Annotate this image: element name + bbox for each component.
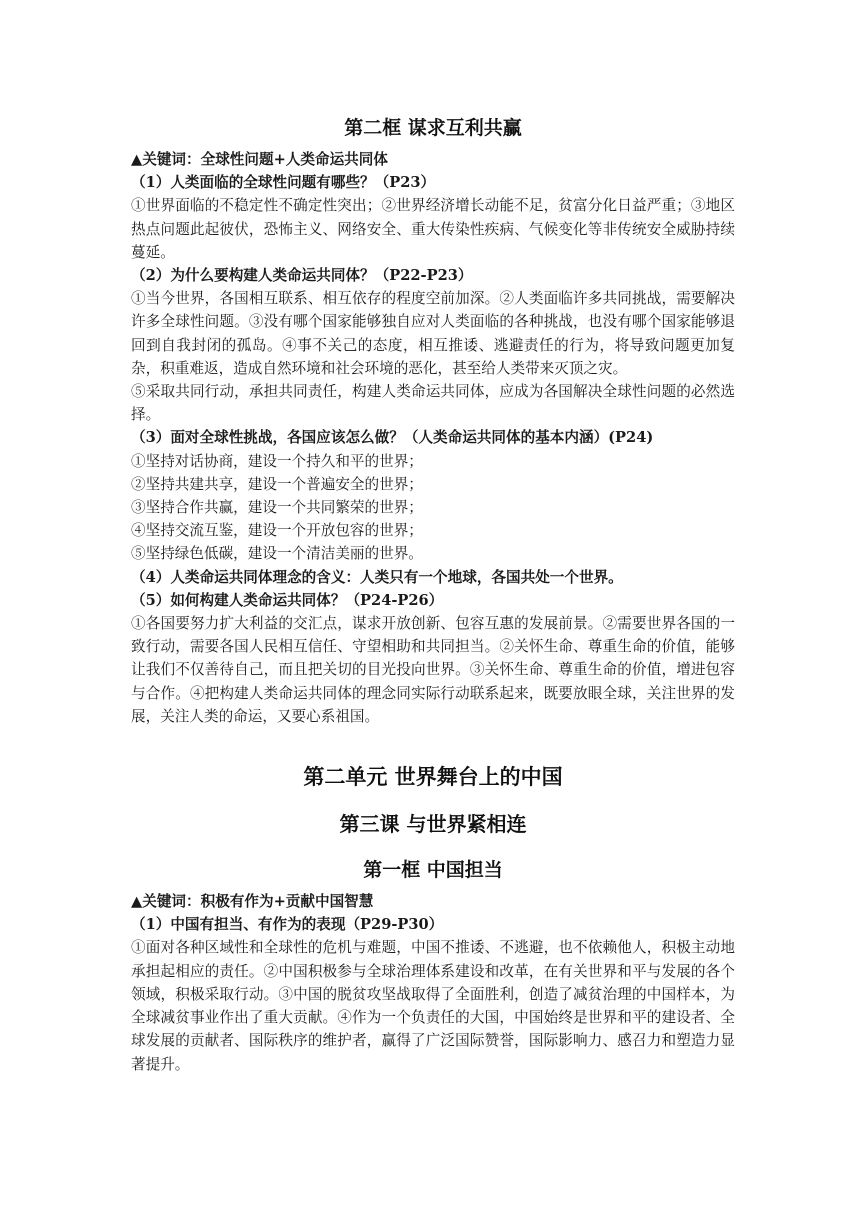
question-5: （5）如何构建人类命运共同体？（P24-P26） — [131, 591, 444, 609]
keyword-line: ▲关键词：全球性问题+人类命运共同体 — [131, 151, 388, 168]
question-3: （3）面对全球性挑战，各国应该怎么做？（人类命运共同体的基本内涵）(P24) — [131, 429, 654, 447]
answer-2-part-1: ①当今世界，各国相互联系、相互依存的程度空前加深。②人类面临许多共同挑战，需要解决许多全球性问题。③没有哪个国家能够独自应对人类面临的各种挑战，也没有哪个国家能够退回到自我封闭的孤岛。④事不关己的态度，相互推诿、逃避责任的行为，将导致问题更加复杂，积重难返，造成自然环境和社会环境的恶化，甚至给人类带来灭顶之灾。 — [131, 290, 735, 377]
answer-5: ①各国要努力扩大利益的交汇点，谋求开放创新、包容互惠的发展前景。②需要世界各国的一致行动，需要各国人民相互信任、守望相助和共同担当。②关怀生命、尊重生命的价值，能够让我们不仅善待自己，而且把关切的目光投向世界。③关怀生命、尊重生命的价值，增进包容与合作。④把构建人类命运共同体的理念同实际行动联系起来，既要放眼全球，关注世界的发展，关注人类的命运，又要心系祖国。 — [131, 615, 735, 725]
spacer — [131, 728, 735, 756]
keyword-line-2: ▲关键词：积极有作为+贡献中国智慧 — [131, 893, 374, 911]
answer-3-item-1: ①坚持对话协商，建设一个持久和平的世界； — [131, 452, 423, 470]
question-1: （1）人类面临的全球性问题有哪些？（P23） — [131, 174, 436, 192]
answer-3-item-5: ⑤坚持绿色低碳，建设一个清洁美丽的世界。 — [131, 545, 423, 563]
section-title: 第二框 谋求互利共赢 — [344, 117, 522, 139]
lesson-title: 第三课 与世界紧相连 — [339, 812, 527, 837]
unit-title: 第二单元 世界舞台上的中国 — [303, 765, 563, 790]
frame-title: 第一框 中国担当 — [363, 859, 503, 882]
question-4: （4）人类命运共同体理念的含义：人类只有一个地球，各国共处一个世界。 — [131, 568, 623, 586]
answer-2-part-2: ⑤采取共同行动，承担共同责任，构建人类命运共同体，应成为各国解决全球性问题的必然选择。 — [131, 383, 735, 424]
unit2-answer-1: ①面对各种区域性和全球性的危机与难题，中国不推诿、不逃避，也不依赖他人，积极主动地承担起相应的责任。②中国积极参与全球治理体系建设和改革，在有关世界和平与发展的各个领域，积极采取行动。③中国的脱贫攻坚战取得了全面胜利，创造了减贫治理的中国样本，为全球减贫事业作出了重大贡献。④作为一个负责任的大国，中国始终是世界和平的建设者、全球发展的贡献者、国际秩序的维护者，赢得了广泛国际赞誉，国际影响力、感召力和塑造力显著提升。 — [131, 939, 735, 1073]
document-page — [131, 108, 735, 1076]
answer-3-item-2: ②坚持共建共享，建设一个普遍安全的世界； — [131, 475, 423, 493]
question-2: （2）为什么要构建人类命运共同体？（P22-P23） — [131, 267, 473, 285]
answer-3-item-3: ③坚持合作共赢，建设一个共同繁荣的世界； — [131, 499, 423, 517]
unit2-question-1: （1）中国有担当、有作为的表现（P29-P30） — [131, 916, 444, 934]
answer-1: ①世界面临的不稳定性不确定性突出；②世界经济增长动能不足，贫富分化日益严重；③地区热点问题此起彼伏，恐怖主义、网络安全、重大传染性疾病、气候变化等非传统安全威胁持续蔓延。 — [131, 197, 735, 261]
answer-3-item-4: ④坚持交流互鉴，建设一个开放包容的世界； — [131, 522, 423, 540]
